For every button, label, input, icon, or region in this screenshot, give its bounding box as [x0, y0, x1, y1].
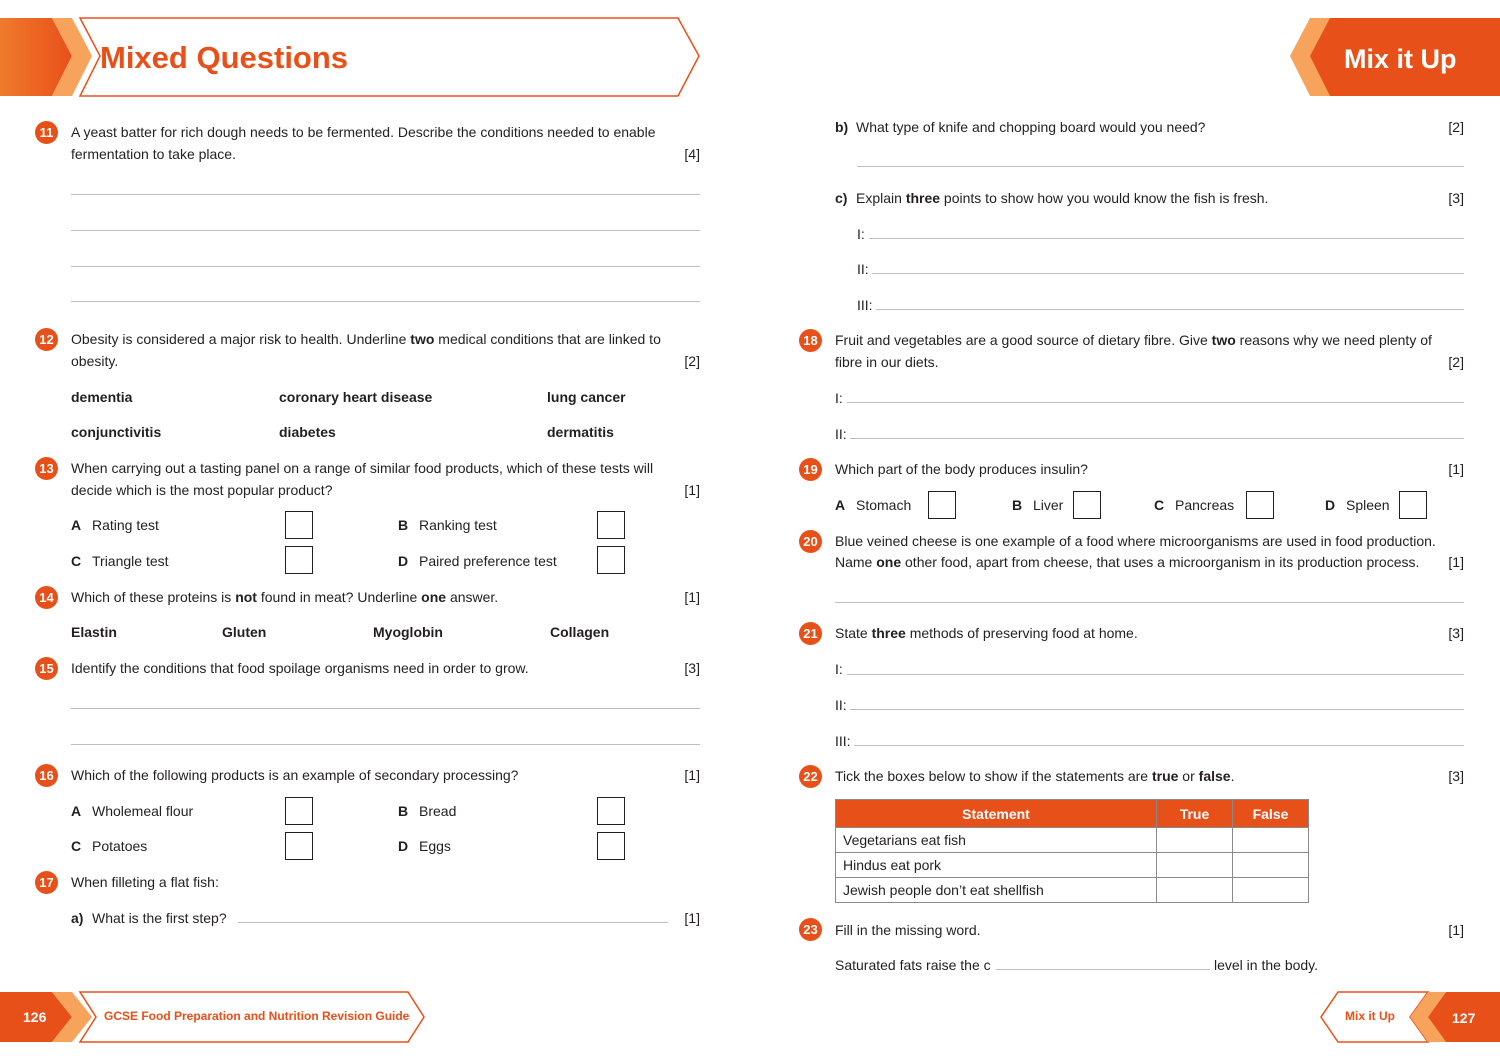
q21-answer-line[interactable] — [847, 674, 1464, 675]
q16-option-a: A Wholemeal flour — [71, 803, 194, 819]
q16-checkbox-a[interactable] — [285, 797, 313, 825]
q17c-label: I: — [857, 226, 865, 242]
q19-checkbox-c[interactable] — [1246, 491, 1274, 519]
page-title: Mixed Questions — [100, 40, 349, 75]
q17c-text: c) Explain three points to show how you would know the fish is fresh. — [835, 190, 1269, 206]
question-number-11: 11 — [35, 121, 58, 144]
q16-option-d: D Eggs — [398, 838, 451, 854]
q16-option-c: C Potatoes — [71, 838, 148, 854]
q23-sentence-start: Saturated fats raise the c — [835, 957, 991, 973]
q22-text: Tick the boxes below to show if the statements are true or false. — [835, 768, 1235, 784]
left-page-number: 126 — [23, 1009, 47, 1025]
q17c-answer-line[interactable] — [872, 273, 1464, 274]
q13-checkbox-c[interactable] — [285, 546, 313, 574]
q17a-text: a) What is the first step? — [71, 910, 227, 926]
table-header-statement: Statement — [836, 800, 1157, 828]
q20-text-line1: Blue veined cheese is one example of a food where microorganisms are used in food production. — [835, 533, 1436, 549]
q18-label: II: — [835, 426, 847, 442]
q15-text: Identify the conditions that food spoilage organisms need in order to grow. — [71, 660, 529, 676]
q17c-label: II: — [857, 261, 869, 277]
q14-option[interactable]: Myoglobin — [373, 624, 443, 640]
q21-label: II: — [835, 697, 847, 713]
q23-sentence-end: level in the body. — [1214, 957, 1319, 973]
q12-text-line2: obesity. — [71, 353, 119, 369]
q17c-marks: [3] — [1448, 190, 1464, 206]
q18-answer-line[interactable] — [850, 438, 1464, 439]
q21-answer-line[interactable] — [854, 745, 1464, 746]
q17c-answer-line[interactable] — [876, 309, 1464, 310]
q14-option[interactable]: Collagen — [550, 624, 610, 640]
true-cell[interactable] — [1157, 828, 1233, 853]
statement-cell: Vegetarians eat fish — [836, 828, 1157, 853]
q23-marks: [1] — [1448, 922, 1464, 938]
q16-checkbox-d[interactable] — [597, 832, 625, 860]
table-row — [836, 853, 1309, 878]
q11-text-line1: A yeast batter for rich dough needs to be fermented. Describe the conditions needed to enable — [71, 124, 656, 140]
statement-cell: Jewish people don’t eat shellfish — [836, 878, 1157, 903]
q13-checkbox-b[interactable] — [597, 511, 625, 539]
q12-option[interactable]: diabetes — [279, 424, 336, 440]
table-row — [836, 878, 1309, 903]
false-cell[interactable] — [1233, 878, 1309, 903]
q21-label: I: — [835, 661, 843, 677]
q19-option-d: D Spleen — [1325, 497, 1390, 513]
table-header-true: True — [1157, 800, 1233, 828]
q21-marks: [3] — [1448, 625, 1464, 641]
q13-marks: [1] — [684, 482, 700, 498]
q20-text-line2: Name one other food, apart from cheese, that uses a microorganism in its production process. — [835, 554, 1420, 570]
q16-checkbox-c[interactable] — [285, 832, 313, 860]
right-page-number: 127 — [1452, 1010, 1476, 1026]
q14-option[interactable]: Elastin — [71, 624, 117, 640]
question-number-12: 12 — [35, 328, 58, 351]
q12-marks: [2] — [684, 353, 700, 369]
q16-option-b: B Bread — [398, 803, 457, 819]
true-cell[interactable] — [1157, 878, 1233, 903]
question-number-21: 21 — [799, 622, 822, 645]
q16-text: Which of the following products is an example of secondary processing? — [71, 767, 519, 783]
q12-option[interactable]: dementia — [71, 389, 133, 405]
q22-marks: [3] — [1448, 768, 1464, 784]
question-number-19: 19 — [799, 458, 822, 481]
q12-option[interactable]: lung cancer — [547, 389, 626, 405]
q17-text: When filleting a flat fish: — [71, 874, 219, 890]
q13-option-d: D Paired preference test — [398, 553, 557, 569]
question-number-20: 20 — [799, 530, 822, 553]
q17c-label: III: — [857, 297, 873, 313]
q19-marks: [1] — [1448, 461, 1464, 477]
question-number-13: 13 — [35, 457, 58, 480]
q17a-answer-line[interactable] — [238, 922, 668, 923]
q16-checkbox-b[interactable] — [597, 797, 625, 825]
q12-text-line1 — [71, 329, 661, 350]
q11-answer-line[interactable] — [71, 266, 700, 267]
q19-option-b: B Liver — [1012, 497, 1064, 513]
q13-option-b: B Ranking test — [398, 517, 497, 533]
q15-marks: [3] — [684, 660, 700, 676]
q20-answer-line[interactable] — [835, 602, 1464, 603]
q12-text-b: two — [410, 331, 435, 347]
footer-section-title: Mix it Up — [1345, 1009, 1395, 1023]
q19-text: Which part of the body produces insulin? — [835, 461, 1088, 477]
question-number-17: 17 — [35, 871, 58, 894]
q18-text-line1: Fruit and vegetables are a good source of dietary fibre. Give two reasons why we need plenty of — [835, 332, 1432, 348]
q12-option[interactable]: coronary heart disease — [279, 389, 433, 405]
false-cell[interactable] — [1233, 828, 1309, 853]
q19-option-a: A Stomach — [835, 497, 912, 513]
table-row — [836, 828, 1309, 853]
q13-option-c: C Triangle test — [71, 553, 169, 569]
question-number-16: 16 — [35, 764, 58, 787]
q13-text-line1: When carrying out a tasting panel on a range of similar food products, which of these tests will — [71, 460, 654, 476]
q12-option[interactable]: conjunctivitis — [71, 424, 162, 440]
question-number-22: 22 — [799, 765, 822, 788]
q12-text-c: medical conditions that are linked to — [434, 331, 661, 347]
q17c-answer-line[interactable] — [869, 238, 1464, 239]
q15-answer-line[interactable] — [71, 708, 700, 709]
section-title: Mix it Up — [1344, 44, 1457, 74]
q11-answer-line[interactable] — [71, 230, 700, 231]
q13-option-a: A Rating test — [71, 517, 159, 533]
q18-answer-line[interactable] — [847, 402, 1464, 403]
q21-answer-line[interactable] — [850, 709, 1464, 710]
q17a-marks: [1] — [684, 910, 700, 926]
q16-marks: [1] — [684, 767, 700, 783]
q17b-text: b) What type of knife and chopping board would you need? — [835, 119, 1206, 135]
q18-label: I: — [835, 390, 843, 406]
q11-text-line2: fermentation to take place. — [71, 146, 236, 162]
q21-label: III: — [835, 733, 851, 749]
table-header-false: False — [1233, 800, 1309, 828]
q12-option[interactable]: dermatitis — [547, 424, 614, 440]
q13-text-line2: decide which is the most popular product? — [71, 482, 333, 498]
false-cell[interactable] — [1233, 853, 1309, 878]
statement-cell: Hindus eat pork — [836, 853, 1157, 878]
question-number-23: 23 — [799, 918, 822, 941]
question-number-18: 18 — [799, 329, 822, 352]
q23-text: Fill in the missing word. — [835, 922, 981, 938]
true-cell[interactable] — [1157, 853, 1233, 878]
q13-checkbox-d[interactable] — [597, 546, 625, 574]
q14-text: Which of these proteins is not found in meat? Underline one answer. — [71, 589, 499, 605]
q19-checkbox-b[interactable] — [1073, 491, 1101, 519]
q18-text-line2: fibre in our diets. — [835, 354, 939, 370]
q13-checkbox-a[interactable] — [285, 511, 313, 539]
q15-answer-line[interactable] — [71, 744, 700, 745]
q12-text-a: Obesity is considered a major risk to health. Underline — [71, 331, 411, 347]
footer-book-title: GCSE Food Preparation and Nutrition Revision Guide — [104, 1009, 410, 1023]
question-number-14: 14 — [35, 586, 58, 609]
q19-checkbox-a[interactable] — [928, 491, 956, 519]
q11-answer-line[interactable] — [71, 194, 700, 195]
q17b-answer-line[interactable] — [857, 166, 1464, 167]
q19-checkbox-d[interactable] — [1399, 491, 1427, 519]
q20-marks: [1] — [1448, 554, 1464, 570]
q21-text: State three methods of preserving food at home. — [835, 625, 1138, 641]
true-false-table — [835, 799, 1309, 903]
q17b-marks: [2] — [1448, 119, 1464, 135]
q14-marks: [1] — [684, 589, 700, 605]
q18-marks: [2] — [1448, 354, 1464, 370]
q14-option[interactable]: Gluten — [222, 624, 267, 640]
q23-answer-line[interactable] — [996, 969, 1210, 970]
question-number-15: 15 — [35, 657, 58, 680]
q11-answer-line[interactable] — [71, 301, 700, 302]
q11-marks: [4] — [684, 146, 700, 162]
q19-option-c: C Pancreas — [1154, 497, 1235, 513]
